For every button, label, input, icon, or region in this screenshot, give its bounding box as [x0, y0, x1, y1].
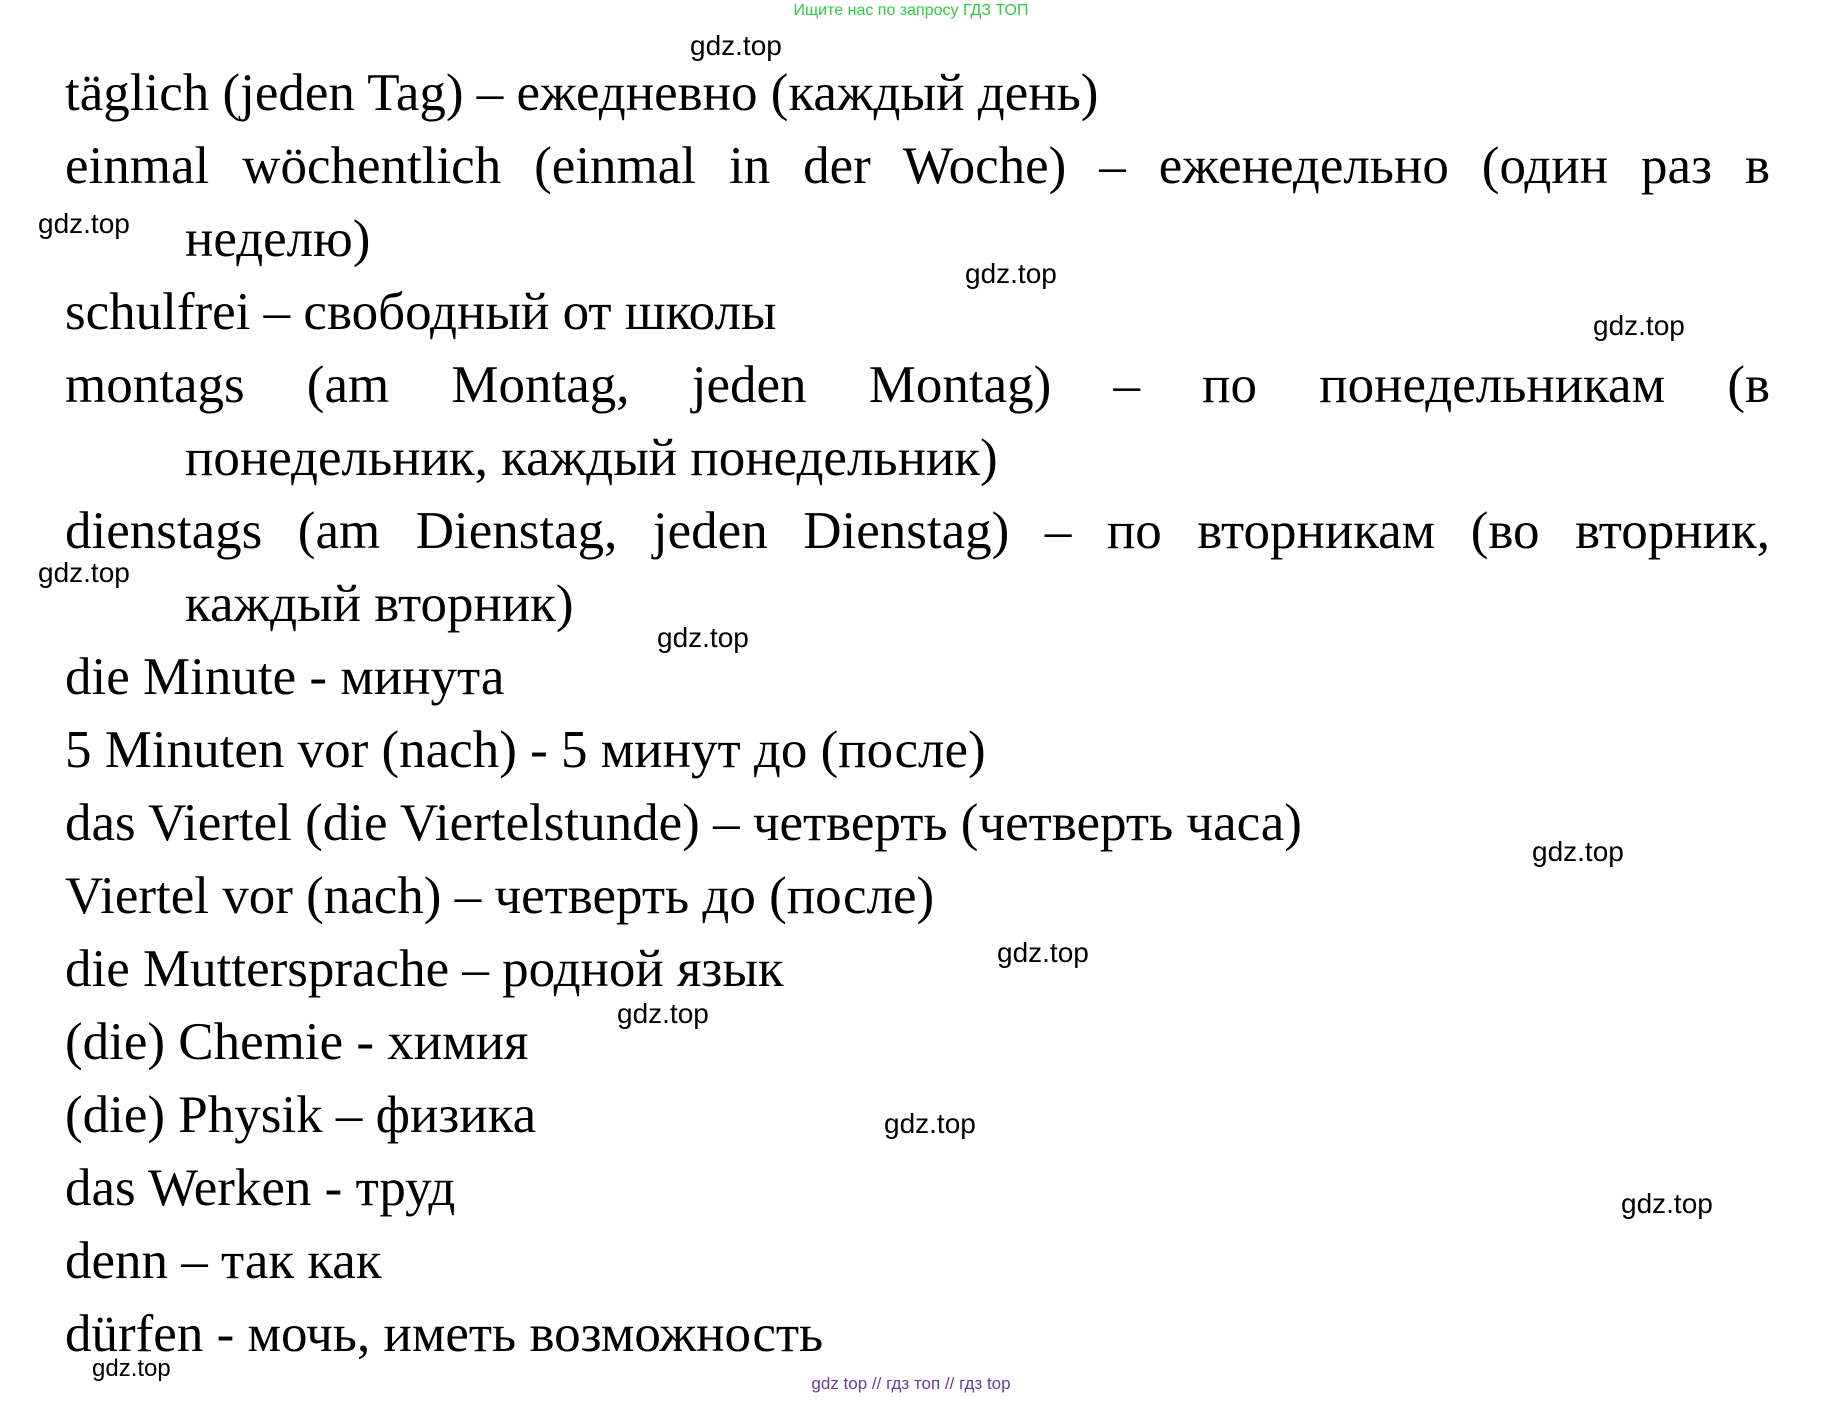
vocab-entry-line1: dienstags (am Dienstag, jeden Dienstag) – по вторникам (во вторник,: [65, 502, 1770, 560]
vocab-entry-line2: каждый вторник): [185, 575, 574, 633]
watermark: gdz.top: [965, 258, 1057, 289]
watermark: gdz.top: [92, 1355, 171, 1382]
vocab-entry: [65, 641, 1770, 714]
vocab-entry: [65, 860, 1770, 933]
vocab-entry: [65, 495, 1770, 641]
watermark: gdz.top: [1593, 310, 1685, 341]
vocab-entry-line1: einmal wöchentlich (einmal in der Woche) – еженедельно (один раз в: [65, 137, 1770, 195]
vocab-entry-line1: Viertel vor (nach) – четверть до (после): [65, 867, 935, 925]
top-banner: Ищите нас по запросу ГДЗ ТОП: [793, 2, 1029, 19]
vocab-entry-line1: 5 Minuten vor (nach) - 5 минут до (после): [65, 721, 986, 779]
vocab-entry: [65, 130, 1770, 276]
watermark: gdz.top: [884, 1108, 976, 1139]
watermark: gdz.top: [690, 30, 782, 61]
vocab-entry-line1: täglich (jeden Tag) – ежедневно (каждый день): [65, 64, 1099, 122]
vocab-entry: [65, 933, 1770, 1006]
vocab-entry-line1: schulfrei – свободный от школы: [65, 283, 777, 341]
vocab-entry: [65, 714, 1770, 787]
vocab-entry-line1: (die) Chemie - химия: [65, 1013, 529, 1071]
vocab-entry-line1: die Muttersprache – родной язык: [65, 940, 784, 998]
vocab-entry: [65, 57, 1770, 130]
watermark: gdz.top: [657, 622, 749, 653]
vocab-entry: [65, 787, 1770, 860]
watermark: gdz.top: [997, 937, 1089, 968]
vocab-entry-line1: montags (am Montag, jeden Montag) – по понедельникам (в: [65, 356, 1770, 414]
watermark: gdz.top: [1532, 836, 1624, 867]
watermark: gdz.top: [38, 557, 130, 588]
vocab-entry-line1: die Minute - минута: [65, 648, 505, 706]
vocab-entry: [65, 1006, 1770, 1079]
footer-links[interactable]: gdz top // гдз топ // гдз top: [811, 1374, 1011, 1393]
vocab-entry-line1: das Werken - труд: [65, 1159, 456, 1217]
vocab-entry-line1: das Viertel (die Viertelstunde) – четверть (четверть часа): [65, 794, 1302, 852]
watermark: gdz.top: [617, 998, 709, 1029]
vocab-entry: [65, 276, 1770, 349]
vocab-entry: [65, 349, 1770, 495]
vocabulary-list: [65, 57, 1770, 1371]
watermark: gdz.top: [1621, 1188, 1713, 1219]
watermark: gdz.top: [38, 208, 130, 239]
vocab-entry-line2: неделю): [185, 210, 371, 268]
vocab-entry: [65, 1298, 1770, 1371]
vocab-entry-line2: понедельник, каждый понедельник): [185, 429, 998, 487]
vocab-entry-line1: (die) Physik – физика: [65, 1086, 537, 1144]
vocab-entry-line1: dürfen - мочь, иметь возможность: [65, 1305, 824, 1363]
vocab-entry: [65, 1225, 1770, 1298]
vocab-entry: [65, 1152, 1770, 1225]
vocab-entry-line1: denn – так как: [65, 1232, 382, 1290]
